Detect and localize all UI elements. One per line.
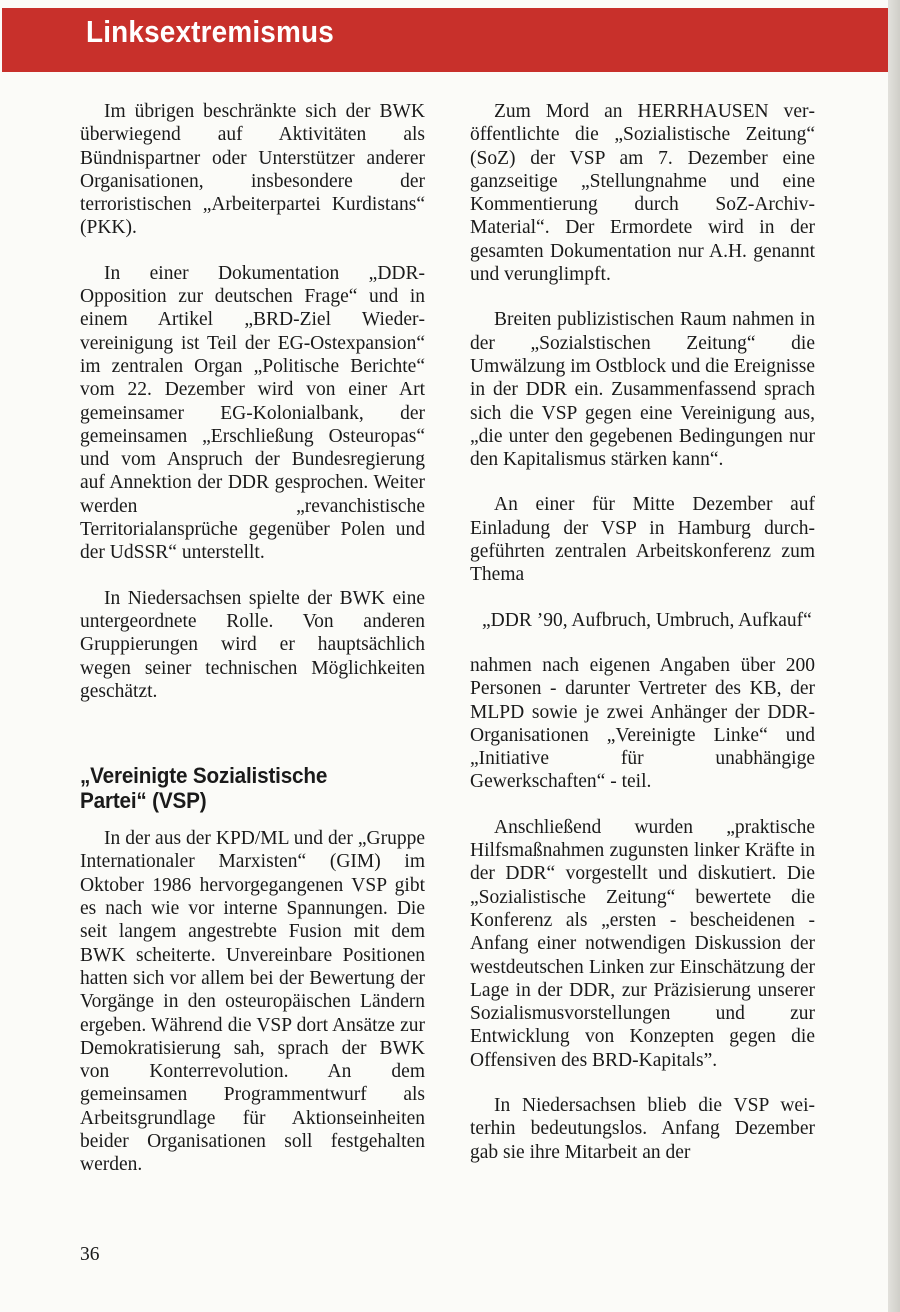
conference-title-quote: „DDR ’90, Aufbruch, Umbruch, Aufkauf“	[482, 609, 812, 631]
paragraph: Im übrigen beschränkte sich der BWK überwiegend auf Aktivitäten als Bündnispartner oder Unterstützer anderer Organisationen, insbesondere der terroristischen „Arbeiterpartei Kurdistans“ (PKK).	[80, 101, 425, 239]
section-title: Linksextremismus	[86, 14, 334, 49]
paragraph: In Niedersachsen blieb die VSP weiterhin bedeutungslos. Anfang Dezember gab sie ihre Mitarbeit an der	[470, 1094, 815, 1163]
paragraph: In Niedersachsen spielte der BWK eine untergeordnete Rolle. Von anderen Gruppierungen wird er hauptsächlich wegen seiner technischen Möglichkeiten geschätzt.	[80, 587, 425, 702]
paragraph: In einer Dokumentation „DDR-Opposition zur deutschen Frage“ und in einem Artikel „BRD-Ziel Wiedervereinigung ist Teil der EG-Ostexpansion“ im zentralen Organ „Politische Berichte“ vom 22. Dezember wird von einer Art gemeinsamer EG-Kolonialbank, der gemeinsamen „Erschließung Osteuropas“ und vom Anspruch der Bundesregierung auf Annektion der DDR gesprochen. Weiter werden „revanchistische Territorialansprüche gegenüber Polen und der UdSSR“ unterstellt.	[80, 262, 425, 564]
paragraph: In der aus der KPD/ML und der „Gruppe Internationaler Marxisten“ (GIM) im Oktober 1986 hervorgegangenen VSP gibt es nach wie vor interne Spannungen. Die seit langem angestrebte Fusion mit dem BWK scheiterte. Unvereinbare Positionen hatten sich vor allem bei der Bewertung der Vorgänge in den osteuropäischen Ländern ergeben. Während die VSP dort Ansätze zur Demokratisierung sah, sprach der BWK von Konterrevolution. An dem gemeinsamen Programmentwurf als Arbeitsgrundlage für Aktionseinheiten beider Organisationen soll festgehalten werden.	[80, 828, 425, 1176]
paragraph: Anschließend wurden „praktische Hilfsmaßnahmen zugunsten linker Kräfte in der DDR“ vorgestellt und diskutiert. Die „Sozialistische Zeitung“ bewertete die Konferenz als „ersten - bescheidenen - Anfang einer notwendigen Diskussion der westdeutschen Linken zur Einschätzung der Lage in der DDR, zur Präzisierung unserer Sozialismusvorstellungen und zur Entwicklung von Konzepten gegen die Offensiven des BRD-Kapitals”.	[470, 816, 815, 1071]
paragraph: Zum Mord an HERRHAUSEN veröffentlichte die „Sozialistische Zeitung“ (SoZ) der VSP am 7. Dezember eine ganzseitige „Stellungnahme und eine Kommentierung durch SoZ-Archiv-Material“. Der Ermordete wird in der gesamten Dokumentation nur A.H. genannt und verunglimpft.	[470, 101, 815, 286]
page-number: 36	[80, 1244, 100, 1265]
left-column	[80, 100, 425, 1199]
paragraph: An einer für Mitte Dezember auf Einladung der VSP in Hamburg durchgeführten zentralen Arbeitskonferenz zum Thema	[470, 494, 815, 586]
paragraph: nahmen nach eigenen Angaben über 200 Personen - darunter Vertreter des KB, der MLPD sowie je zwei Anhänger der DDR-Organisationen „Vereinigte Linke“ und „Initiative für unabhängige Gewerkschaften“ - teil.	[470, 654, 815, 793]
paragraph: Breiten publizistischen Raum nahmen in der „Sozialstischen Zeitung“ die Umwälzung im Ostblock und die Ereignisse in der DDR ein. Zusammenfassend sprach sich die VSP gegen eine Vereinigung aus, „die unter den gegebenen Bedingungen nur den Kapitalismus stärken kann“.	[470, 309, 815, 471]
right-column	[470, 100, 815, 1186]
page-edge	[888, 0, 900, 1312]
subsection-heading: „Vereinigte Sozialistische Partei“ (VSP)	[80, 763, 328, 814]
